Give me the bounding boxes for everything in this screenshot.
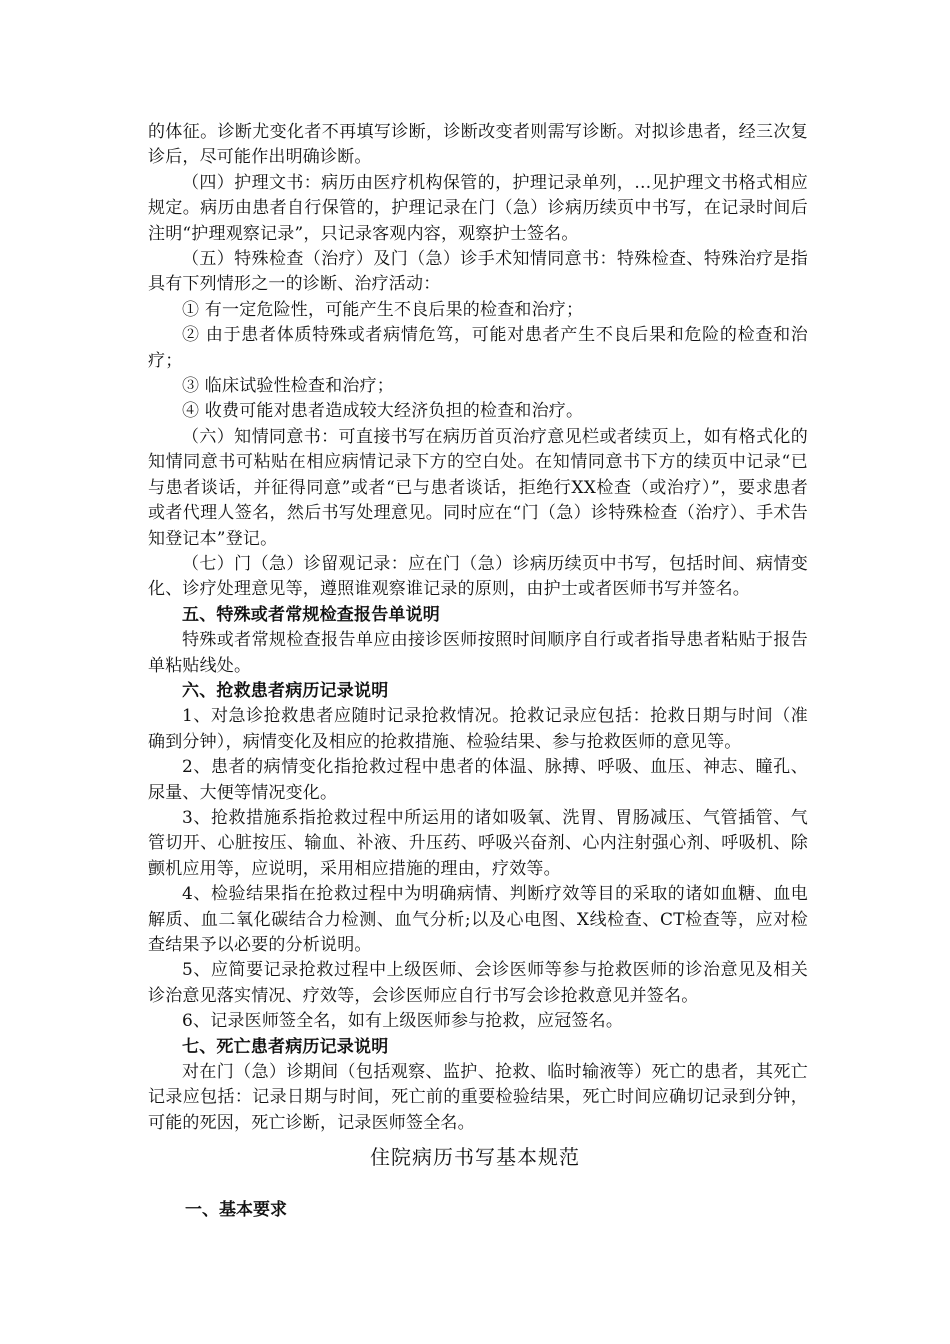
paragraph: 6、记录医师签全名，如有上级医师参与抢救，应冠签名。 <box>182 1011 624 1032</box>
paragraph: 4、检验结果指在抢救过程中为明确病情、判断疗效等目的采取的诸如血糖、血电解质、血二氧化碳结合力检测、血气分析;以及心电图、X线检查、CT检查等，应对检查结果予以必要的分析说明。 <box>148 884 808 955</box>
section-heading: 七、死亡患者病历记录说明 <box>182 1036 389 1057</box>
section-heading: 六、抢救患者病历记录说明 <box>182 680 389 701</box>
paragraph: ① 有一定危险性，可能产生不良后果的检查和治疗； <box>182 299 584 320</box>
paragraph: 5、应简要记录抢救过程中上级医师、会诊医师等参与抢救医师的诊治意见及相关诊治意见落实情况、疗效等，会诊医师应自行书写会诊抢救意见并签名。 <box>148 960 808 1006</box>
paragraph: ② 由于患者体质特殊或者病情危笃，可能对患者产生不良后果和危险的检查和治疗； <box>148 325 808 371</box>
paragraph: ③ 临床试验性检查和治疗； <box>182 376 395 397</box>
paragraph: （五）特殊检查（治疗）及门（急）诊手术知情同意书：特殊检查、特殊治疗是指具有下列情形之一的诊断、治疗活动： <box>148 249 808 295</box>
subsection-title: 一、基本要求 <box>185 1200 287 1220</box>
paragraph: 的体征。诊断尤变化者不再填写诊断，诊断改变者则需写诊断。对拟诊患者，经三次复诊后，尽可能作出明确诊断。 <box>148 122 808 168</box>
paragraph: （四）护理文书：病历由医疗机构保管的，护理记录单列，…见护理文书格式相应规定。病历由患者自行保管的，护理记录在门（急）诊病历续页中书写，在记录时间后注明“护理观察记录”，只记录客观内容，观察护士签名。 <box>148 172 808 244</box>
paragraph: 1、对急诊抢救患者应随时记录抢救情况。抢救记录应包括：抢救日期与时间（准确到分钟），病情变化及相应的抢救措施、检验结果、参与抢救医师的意见等。 <box>148 706 808 752</box>
paragraph: 对在门（急）诊期间（包括观察、监护、抢救、临时输液等）死亡的患者，其死亡记录应包括：记录日期与时间，死亡前的重要检验结果，死亡时间应确切记录到分钟，可能的死因，死亡诊断，记录医师签全名。 <box>148 1062 808 1133</box>
paragraph: 3、抢救措施系指抢救过程中所运用的诸如吸氧、洗胃、胃肠减压、气管插管、气管切开、心脏按压、输血、补液、升压药、呼吸兴奋剂、心内注射强心剂、呼吸机、除颤机应用等，应说明，采用相应措施的理由，疗效等。 <box>148 807 808 879</box>
section-heading: 五、特殊或者常规检查报告单说明 <box>182 604 440 625</box>
paragraph: 2、患者的病情变化指抢救过程中患者的体温、脉搏、呼吸、血压、神志、瞳孔、尿量、大便等情况变化。 <box>148 757 808 803</box>
paragraph: ④ 收费可能对患者造成较大经济负担的检查和治疗。 <box>182 401 584 422</box>
section-title: 住院病历书写基本规范 <box>370 1145 580 1169</box>
paragraph: 特殊或者常规检查报告单应由接诊医师按照时间顺序自行或者指导患者粘贴于报告单粘贴线处。 <box>148 630 808 676</box>
paragraph: （七）门（急）诊留观记录：应在门（急）诊病历续页中书写，包括时间、病情变化、诊疗处理意见等，遵照谁观察谁记录的原则，由护士或者医师书写并签名。 <box>148 553 808 600</box>
document-body <box>148 120 808 1136</box>
paragraph: （六）知情同意书：可直接书写在病历首页治疗意见栏或者续页上，如有格式化的知情同意书可粘贴在相应病情记录下方的空白处。在知情同意书下方的续页中记录“已与患者谈话，并征得同意”或者“已与患者谈话，拒绝行XX检查（或治疗）”，要求患者或者代理人签名，然后书写处理意见。同时应在“门（急）诊特殊检查（治疗）、手术告知登记本”登记。 <box>148 426 808 549</box>
